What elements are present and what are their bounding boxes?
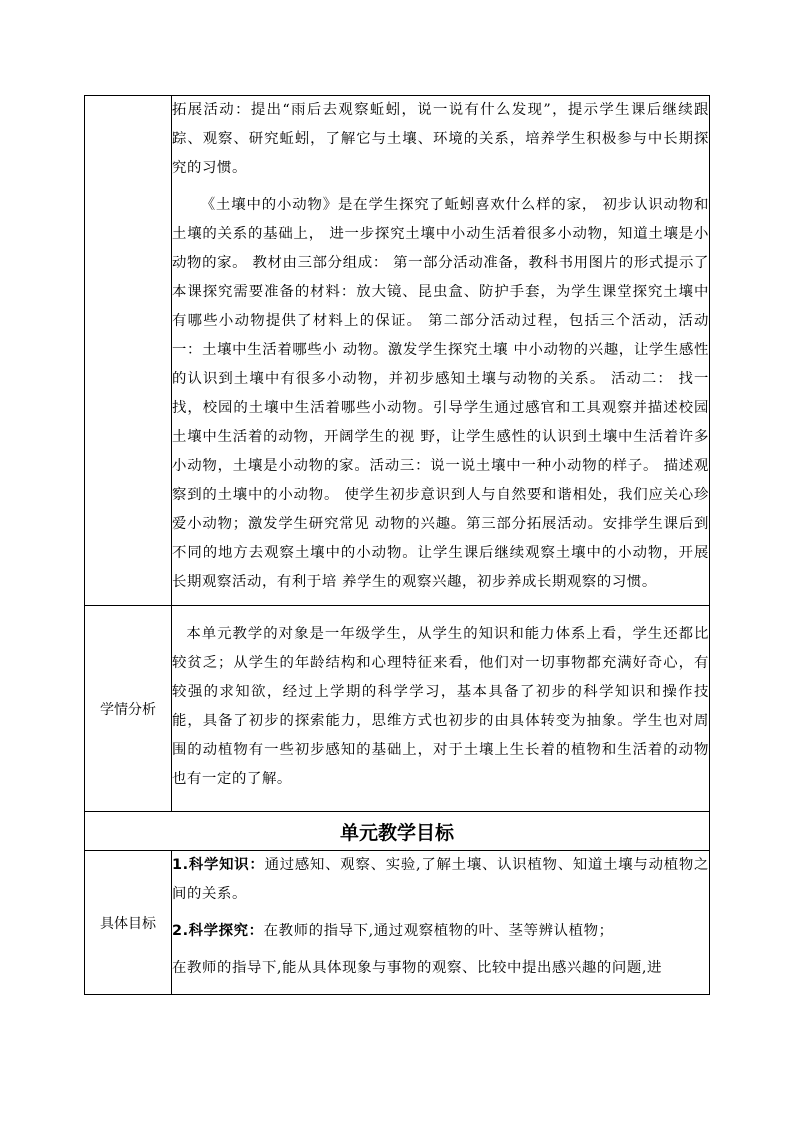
- material-analysis-paragraph: 《土壤中的小动物》是在学生探究了蚯蚓喜欢什么样的家， 初步认识动物和土壤的关系的基础上， 进一步探究土壤中小动生活着很多小动物，知道土壤是小动物的家。 教材由三部分组成： 第一部分活动准备，教科书用图片的形式提示了本课探究需要准备的材料：放大镜、昆虫盒、防护手套，为学生课堂探究土壤中有哪些小动物提供了材料上的保证。 第二部分活动过程，包括三个活动，活动一：土壤中生活着哪些小 动物。激发学生探究土壤 中小动物的兴趣，让学生感性的认识到土壤中有很多小动物，并初步感知土壤与动物的关系。 活动二： 找一找，校园的土壤中生活着哪些小动物。引导学生通过感官和工具观察并描述校园土壤中生活着的动物，开阔学生的视 野，让学生感性的认识到土壤中生活着许多小动物，土壤是小动物的家。活动三：说一说土壤中一种小动物的样子。 描述观察到的土壤中的小动物。 使学生初步意识到人与自然要和谐相处，我们应关心珍爱小动物；激发学生研究常见 动物的兴趣。第三部分拓展活动。安排学生课后到不同的地方去观察土壤中的小动物。让学生课后继续观察土壤中的小动物，开展长期观察活动，有利于培 养学生的观察兴趣，初步养成长期观察的习惯。: [172, 197, 709, 590]
- goal-item-2-text: 在教师的指导下,通过观察植物的叶、茎等辨认植物；: [263, 923, 614, 939]
- section-header-row: [85, 812, 710, 851]
- goal-item-science-inquiry: [172, 917, 709, 946]
- goal-item-1-heading: 1.科学知识：: [172, 857, 265, 873]
- lesson-plan-table: [84, 95, 710, 995]
- goal-item-science-knowledge: [172, 851, 709, 909]
- teaching-material-row: [85, 96, 710, 606]
- specific-goals-row: [85, 851, 710, 995]
- goal-item-1-text: 通过感知、观察、实验,了解土壤、认识植物、知道土壤与动植物之间的关系。: [172, 857, 710, 902]
- extension-activity-paragraph: 拓展活动：提出“雨后去观察蚯蚓，说一说有什么发现”，提示学生课后继续跟踪、观察、研究蚯蚓，了解它与土壤、环境的关系，培养学生积极参与中长期探究的习惯。: [172, 102, 709, 176]
- goal-item-2-heading: 2.科学探究：: [172, 923, 264, 939]
- specific-goals-label: 具体目标: [85, 851, 172, 995]
- goal-item-continued: 在教师的指导下,能从具体现象与事物的观察、比较中提出感兴趣的问题,进: [172, 960, 663, 976]
- teaching-material-content: [172, 96, 710, 606]
- unit-objectives-heading: 单元教学目标: [85, 812, 710, 851]
- row-label-empty: [85, 96, 172, 606]
- student-analysis-row: [85, 606, 710, 812]
- student-analysis-content: [172, 606, 710, 812]
- specific-goals-content: [172, 851, 710, 995]
- student-analysis-paragraph: 本单元教学的对象是一年级学生，从学生的知识和能力体系上看，学生还都比较贫乏；从学生的年龄结构和心理特征来看，他们对一切事物都充满好奇心，有较强的求知欲，经过上学期的科学学习，基本具备了初步的科学知识和操作技能，具备了初步的探索能力，思维方式也初步的由具体转变为抽象。学生也对周围的动植物有一些初步感知的基础上，对于土壤上生长着的植物和生活着的动物也有一定的了解。: [172, 626, 709, 787]
- student-analysis-label: 学情分析: [85, 606, 172, 812]
